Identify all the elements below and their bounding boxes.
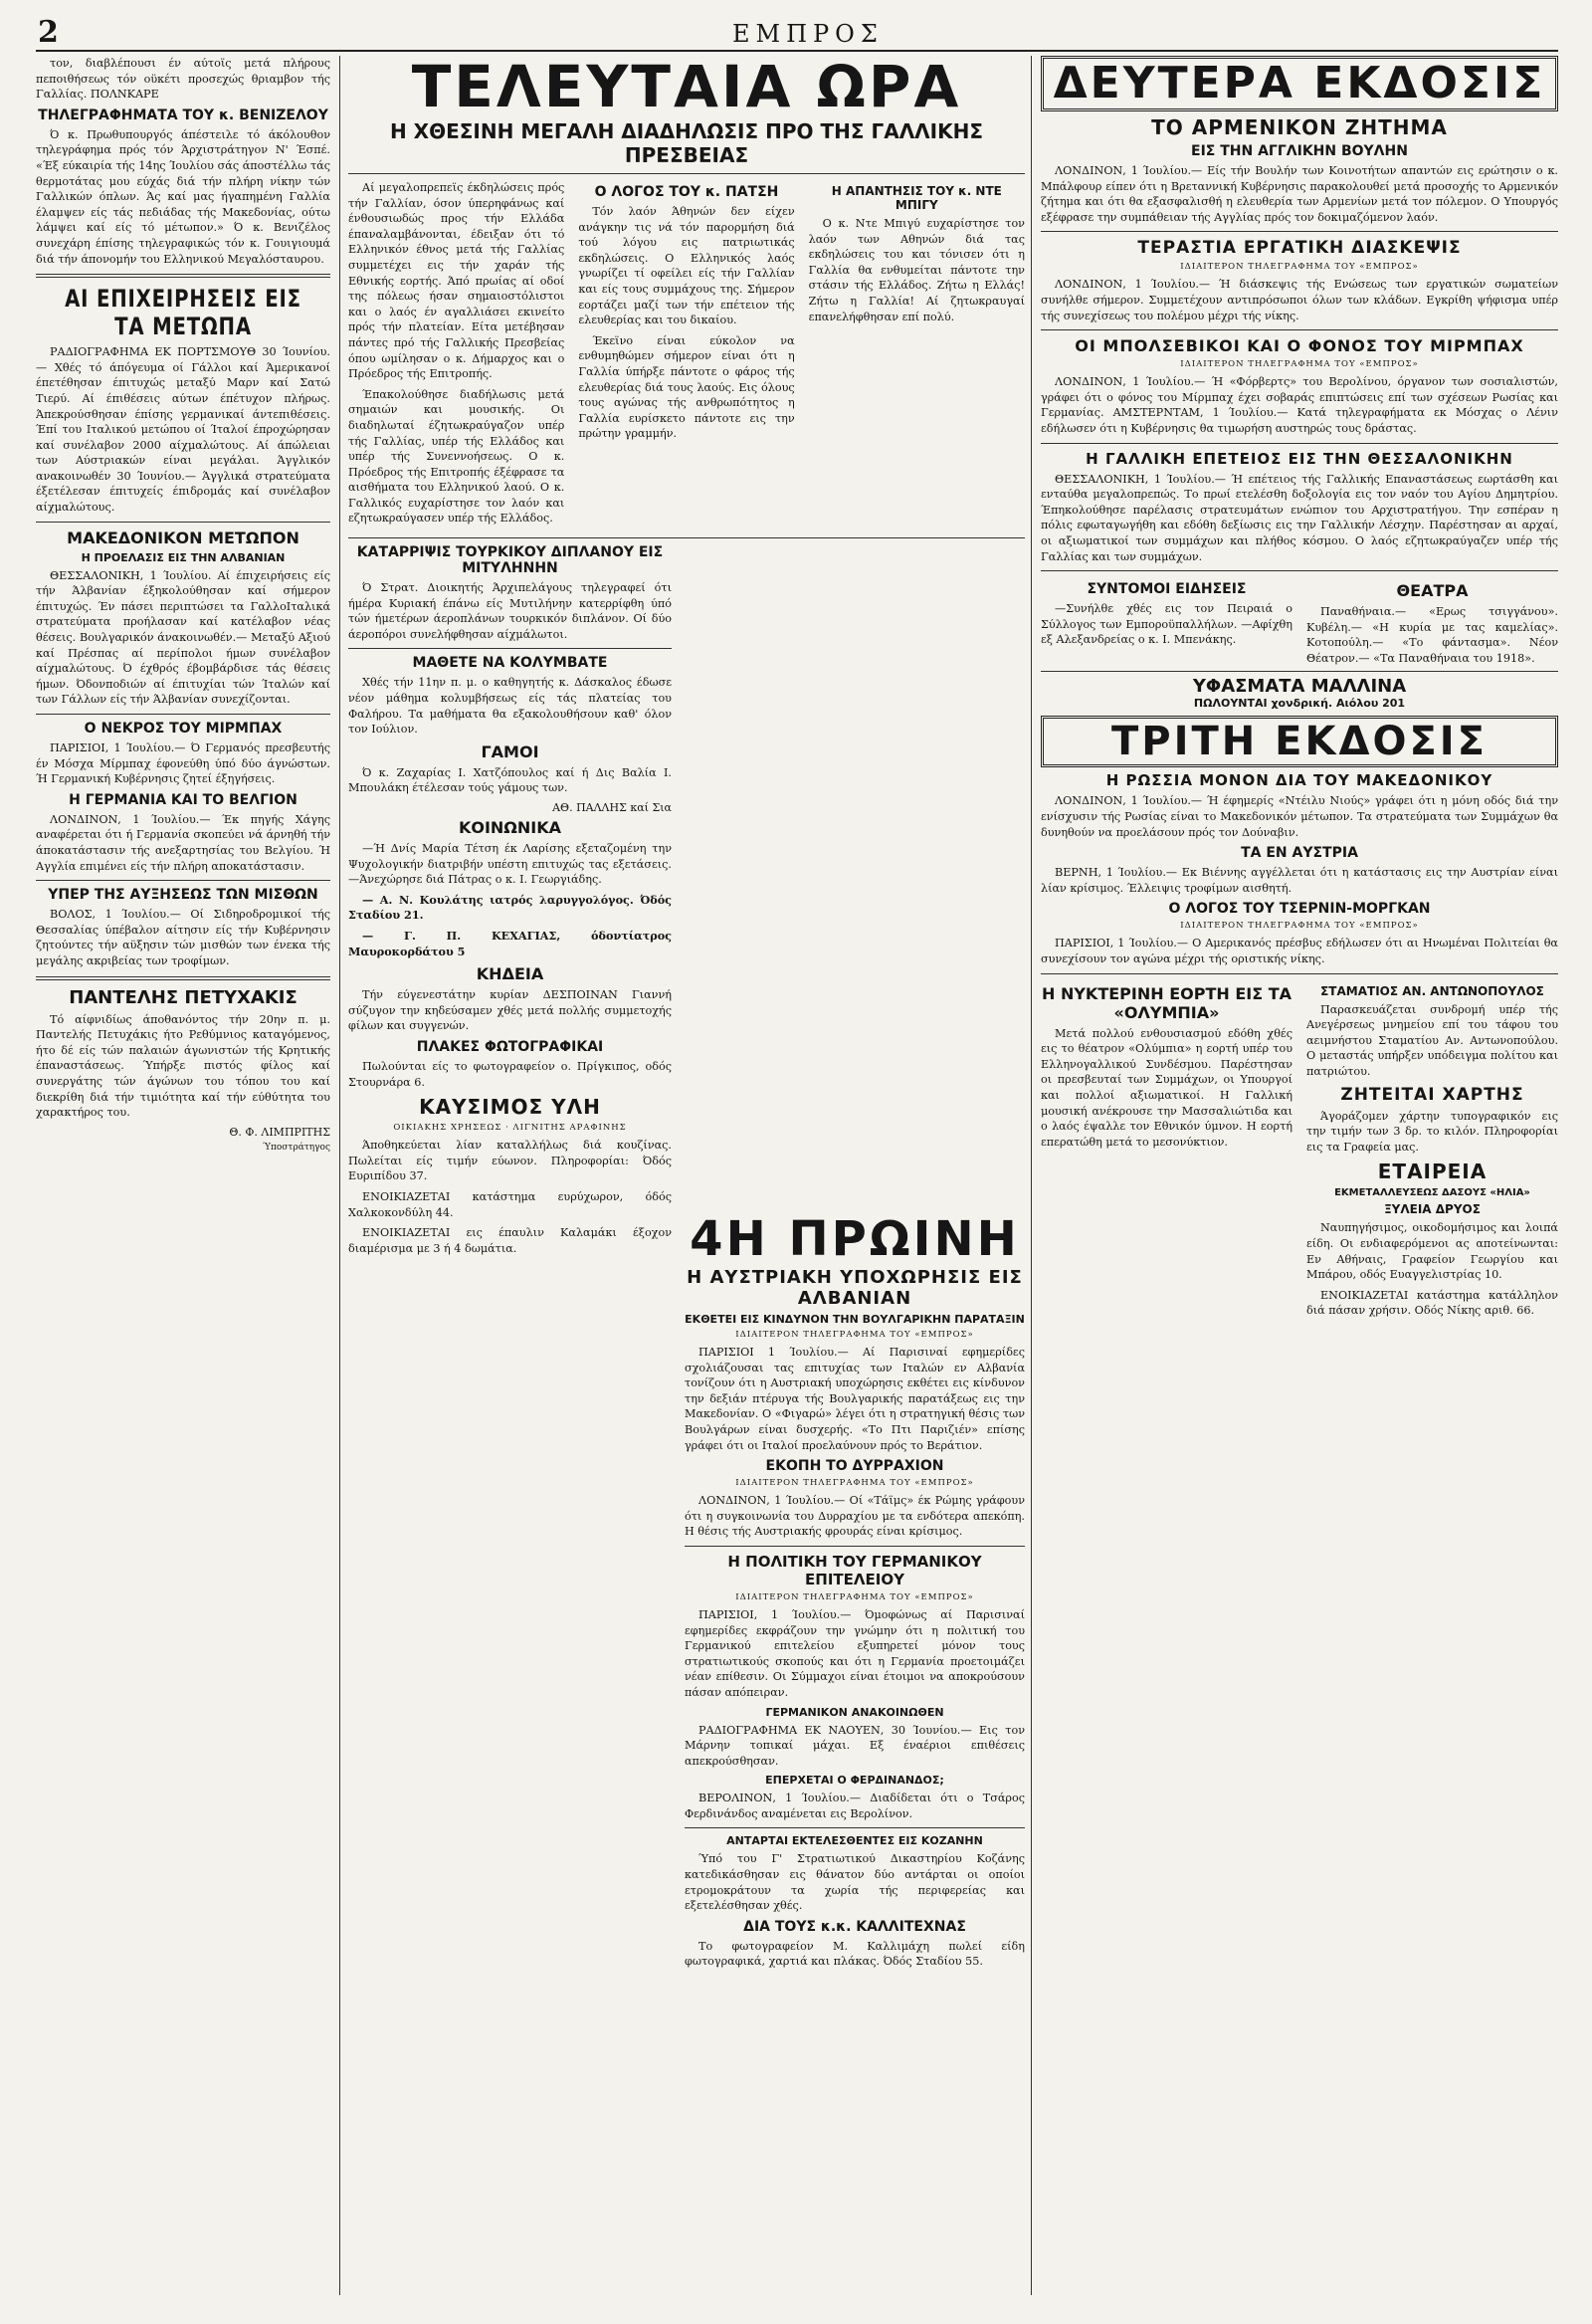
russia-heading: Η ΡΩΣΣΙΑ ΜΟΝΟΝ ΔΙΑ ΤΟΥ ΜΑΚΕΔΟΝΙΚΟΥ bbox=[1105, 771, 1493, 790]
gamoi-heading: ΓΑΜΟΙ bbox=[481, 741, 539, 761]
bimpa-heading: Ο ΝΕΚΡΟΣ ΤΟΥ ΜΙΡΜΠΑΧ bbox=[84, 721, 283, 737]
teleftaia-banner: ΤΕΛΕΥΤΑΙΑ ΩΡΑ bbox=[411, 56, 962, 120]
durazzo-tag: ΙΔΙΑΙΤΕΡΟΝ ΤΗΛΕΓΡΑΦΗΜΑ ΤΟΥ «ΕΜΠΡΟΣ» bbox=[735, 1478, 974, 1489]
bolshevik-tag: ΙΔΙΑΙΤΕΡΟΝ ΤΗΛΕΓΡΑΦΗΜΑ ΤΟΥ «ΕΜΠΡΟΣ» bbox=[1180, 359, 1419, 370]
austria-text: ΒΕΡΝΗ, 1 Ίουλίου.— Εκ Βιέννης αγγέλλεται ότι η κατάστασις εις την Αυστρίαν είναι λίαν κρίσιμος. Έλλειψις τροφίμων αισθητή. bbox=[1041, 866, 1558, 895]
etairia-subheading-2: ΞΥΛΕΙΑ ΔΡΥΟΣ bbox=[1384, 1202, 1481, 1217]
kallitexnes-heading: ΔΙΑ ΤΟΥΣ κ.κ. ΚΑΛΛΙΤΕΧΝΑΣ bbox=[743, 1918, 966, 1935]
yfasmata-ad: ΥΦΑΣΜΑΤΑ ΜΑΛΛΙΝΑ bbox=[1041, 671, 1558, 697]
oath-text: ΠΑΡΙΣΙΟΙ, 1 Ίουλίου.— Ο Αμερικανός πρέσβυς εδήλωσεν ότι αι Ηνωμέναι Πολιτείαι θα συνεχίσουν τον αγώνα μέχρι τής οριστικής νίκης. bbox=[1041, 937, 1558, 966]
gamoi-signature: ΑΘ. ΠΑΛΛΗΣ καί Σια bbox=[552, 801, 672, 814]
divider bbox=[36, 522, 330, 523]
bolshevik-heading: ΟΙ ΜΠΟΛΣΕΒΙΚΟΙ ΚΑΙ Ο ΦΟΝΟΣ ΤΟΥ ΜΙΡΜΠΑΧ bbox=[1075, 336, 1524, 356]
telegrams-heading: ΤΗΛΕΓΡΑΦΗΜΑΤΑ ΤΟΥ κ. ΒΕΝΙΖΕΛΟΥ bbox=[38, 106, 328, 123]
divider bbox=[348, 648, 672, 649]
thessaloniki-text: ΘΕΣΣΑΛΟΝΙΚΗ, 1 Ίουλίου.— Ή επέτειος τής Γαλλικής Επαναστάσεως εωρτάσθη και ενταύθα μεγαλοπρεπώς. Το πρωί ετελέσθη δοξολογία εις τον ναόν του Αγίου Δημητρίου. Έπηκολούθησε παρέλασις στρατευμάτων ενώπιον του Αρχιστρατήγου. Την εσπέραν η πόλις εφωταγωγήθη και εδόθη δεξίωσις εις την Γαλλικήν Λέσχην. Παρέστησαν αι αρχαί, οι αξιωματικοί των συμμάχων και πλήθος κόσμου. Ο λαός εζητωκραύγαζεν υπέρ τής Γαλλίας και των συμμάχων. bbox=[1041, 472, 1558, 563]
deutera-banner: ΔΕΥΤΕΡΑ ΕΚΔΟΣΙΣ bbox=[1041, 56, 1558, 111]
plakes-text: Πωλούνται είς το φωτογραφείον ο. Πρίγκιπος, οδός Στουρνάρα 6. bbox=[348, 1059, 672, 1089]
right-bottom-left bbox=[1041, 980, 1293, 1324]
kideia-text: Τήν εύγενεστάτην κυρίαν ΔΕΣΠΟΙΝΑΝ Γιαννή σύζυγον την κηδεύσαμεν χθές μετά πολλής συμμετοχής φίλων και συγγενών. bbox=[348, 988, 672, 1033]
armenian-text: ΛΟΝΔΙΝΟΝ, 1 Ίουλίου.— Είς τήν Βουλήν των Κοινοτήτων απαντών εις ερώτησιν ο κ. Μπάλφουρ είπεν ότι η Βρεταννική Κυβέρνησις παρακολουθεί μετά προσοχής το Αρμενικόν ζήτημα και ότι θα εξασφαλισθή η ελευθερία των Αρμενίων μετά τον πόλεμον. Ο Υπουργός εξέφρασε την συμπάθειαν τής Αγγλίας πρός τον δοκιμαζόμενον λαόν. bbox=[1041, 164, 1558, 224]
telegrams-text: Ό κ. Πρωθυπουργός άπέστειλε τό άκόλουθον τηλεγράφημα πρός τόν Άρχιστράτηγον Ν' Έσπέ. «Έξ εύκαιρία τής 14ης Ίουλίου σάς άποστέλλω τάς θερμοτάτας μου εύχάς διά τήν πλήρη νίκην τών Γαλλικών όπλων. Άς καί μας ήγαπημένη Γαλλία έλαμψεν είς τάς πεδιάδας τής Μακεδονίας, ούτω λάμψει καί είς τό μέτωπον.» Ό κ. Βενιζέλος συνεχάρη έπίσης τηλεγραφικώς τόν κ. Γουιγιουμά διά τήν άπονομήν του Ελληνικού Μεγαλόσταυρου. bbox=[36, 127, 330, 266]
oath-tag: ΙΔΙΑΙΤΕΡΟΝ ΤΗΛΕΓΡΑΦΗΜΑ ΤΟΥ «ΕΜΠΡΟΣ» bbox=[1180, 921, 1419, 932]
speech-heading: Ο ΛΟΓΟΣ ΤΟΥ κ. ΠΑΤΣΗ bbox=[594, 184, 779, 200]
rental-ad-2: ΕΝΟΙΚΙΑΖΕΤΑΙ εις έπαυλιν Καλαμάκι έξοχον διαμέρισμα με 3 ή 4 δωμάτια. bbox=[348, 1226, 672, 1255]
german-heading: Η ΠΟΛΙΤΙΚΗ ΤΟΥ ΓΕΡΜΑΝΙΚΟΥ ΕΠΙΤΕΛΕΙΟΥ bbox=[727, 1552, 982, 1588]
response-heading: Η ΑΠΑΝΤΗΣΙΣ ΤΟΥ κ. ΝΤΕ ΜΠΙΓΥ bbox=[831, 184, 1002, 212]
olympia-text: Μετά πολλού ενθουσιασμού εδόθη χθές εις το θέατρον «Ολύμπια» η εορτή υπέρ του Ελληνογαλλικού Συνδέσμου. Παρέστησαν οι πρεσβευταί των Συμμάχων, οι Υπουργοί και πολλοί αξιωματικοί. Η Γαλλική μουσική ανέκρουσε την Μασσαλιώτιδα και ο λαός έψαλλε τον Εθνικόν ύμνον. Η εορτή επερατώθη μετά το μεσονύκτιον. bbox=[1041, 1026, 1293, 1149]
divider bbox=[1041, 973, 1558, 974]
right-middle-columns bbox=[1041, 577, 1558, 671]
swim-text: Χθές τήν 11ην π. μ. ο καθηγητής κ. Δάσκαλος έδωσε νέον μάθημα κολυμβήσεως είς τάς πλατείας του Φαλήρου. Τα μαθήματα θα εξακολουθήσουν καθ' όλον τον Ιούλιον. bbox=[348, 676, 672, 737]
proini-banner: 4Η ΠΡΩΙΝΗ bbox=[690, 1211, 1020, 1267]
german-text: ΠΑΡΙΣΙΟΙ, 1 Ίουλίου.— Όμοφώνως αί Παρισιναί εφημερίδες εκφράζουν την γνώμην ότι η πολιτική του Γερμανικού επιτελείου εξυπηρετεί μόνον τους στρατιωτικούς σκοπούς και ότι η Γερμανία προετοιμάζει νέαν επίθεσιν. Οι Σύμμαχοι είναι έτοιμοι να αποκρούσουν πάσαν απόπειραν. bbox=[685, 1607, 1025, 1699]
right-middle-right bbox=[1306, 577, 1558, 671]
wages-heading: ΥΠΕΡ ΤΗΣ ΑΥΞΗΣΕΩΣ ΤΩΝ ΜΙΣΘΩΝ bbox=[48, 887, 318, 904]
bimpa-text: ΠΑΡΙΣΙΟΙ, 1 Ίουλίου.— Ό Γερμανός πρεσβευτής έν Μόσχα Μίρμπαχ έφονεύθη ύπό δύο άγνώστων. Ή Γερμανική Κυβέρνησις ζητεί έξηγήσεις. bbox=[36, 741, 330, 786]
column-center bbox=[348, 56, 1025, 2295]
etairia-text: Ναυπηγήσιμος, οικοδομήσιμος και λοιπά είδη. Οι ενδιαφερόμενοι ας αποτείνωνται: Εν Αθήναις, Γραφείον Γεωργίου και Μπάρου, οδός Ευαγγελιστρίας 10. bbox=[1306, 1221, 1558, 1282]
ferdinand-heading: ΕΠΕΡΧΕΤΑΙ Ο ΦΕΡΔΙΝΑΝΔΟΣ; bbox=[765, 1774, 944, 1788]
divider bbox=[1041, 570, 1558, 571]
xartis-text: Άγοράζομεν χάρτην τυπογραφικόν εις την τιμήν των 3 δρ. το κιλόν. Πληροφορίαι εις τα Γραφεία μας. bbox=[1306, 1109, 1558, 1154]
german-tag: ΙΔΙΑΙΤΕΡΟΝ ΤΗΛΕΓΡΑΦΗΜΑ ΤΟΥ «ΕΜΠΡΟΣ» bbox=[735, 1591, 974, 1602]
divider bbox=[36, 976, 330, 980]
durazzo-text: ΛΟΝΔΙΝΟΝ, 1 Ίουλίου.— Οί «Τάϊμς» έκ Ρώμης γράφουν ότι η συγκοινωνία του Δυρραχίου με τα ενδότερα απεκόπη. Η θέσις τής Αυστριακής φρουράς είναι κρίσιμος. bbox=[685, 1494, 1025, 1539]
teleftaia-col-c bbox=[809, 180, 1025, 531]
koinonika-text: —Ή Δνίς Μαρία Τέτση έκ Λαρίσης εξεταζομένη την Ψυχολογικήν διατριβήν υπέστη επιτυχώς τας εξετάσεις. —Άνεχώρησε διά Πάτρας ο κ. Ι. Γεωργιάδης. bbox=[348, 842, 672, 887]
antonopoulos-heading: ΣΤΑΜΑΤΙΟΣ ΑΝ. ΑΝΤΩΝΟΠΟΥΛΟΣ bbox=[1320, 983, 1544, 998]
macedonian-text: ΘΕΣΣΑΛΟΝΙΚΗ, 1 Ίουλίου. Αί έπιχειρήσεις είς τήν Άλβανίαν έξηκολούθησαν καί σήμερον έπιτυχώς. Έν πάσει περιπτώσει τα ΓαλλοΙταλικά στρατεύματα προήλασαν καί κατέλαβον νέας θέσεις. Βουλγαρικόν άνακοινωθέν.— Μεταξύ Αξιού καί Πρέσπας αί περίπολοι ήμων συνέλαβον αίχμαλώτους. Ό έχθρός έβομβάρδισε τάς θέσεις ήμων. Όδονποδιών αί έπιτυχίαι τών Ίταλών καί των Γάλλων είς τήν Άλβανίαν συνεχίζονται. bbox=[36, 568, 330, 707]
xartis-heading: ΖΗΤΕΙΤΑΙ ΧΑΡΤΗΣ bbox=[1340, 1084, 1524, 1105]
kaysimos-heading: ΚΑΥΣΙΜΟΣ ΥΛΗ bbox=[419, 1095, 601, 1120]
divider bbox=[1041, 443, 1558, 444]
teleftaia-col-a bbox=[348, 180, 564, 531]
kataripsis-text: Ό Στρατ. Διοικητής Άρχιπελάγους τηλεγραφεί ότι ήμέρα Κυριακή έπάνω είς Μυτιλήνην κατερρίφθη ύπό τών ήμετέρων άεροπλάνων τουρκικόν διπλάνον. Οί δύο άεροπόροι συνελήφθησαν αίχμάλωτοι. bbox=[348, 581, 672, 641]
story-text-e: Ο κ. Ντε Μπιγύ ευχαρίστησε τον λαόν των Αθηνών διά τας εκδηλώσεις του και τόνισεν ότι η Γαλλία θα ενθυμείται πάντοτε την στάσιν τής Ελλάδος. Ζήτω η Ελλάς! Ζήτω η Γαλλία! Αί ζητωκραυγαί επανελήφθησαν επί πολύ. bbox=[808, 217, 1025, 323]
syntomoi-text: —Συνήλθε χθές εις τον Πειραιά ο Σύλλογος των Εμποροϋπαλλήλων. —Αφίχθη εξ Αλεξανδρείας ο κ. Ι. Μπενάκης. bbox=[1041, 602, 1293, 647]
yfasmata-ad-sub: ΠΩΛΟΥΝΤΑΙ χονδρική. Αιόλου 201 bbox=[1193, 697, 1406, 711]
kaysimos-subheading: ΟΙΚΙΑΚΗΣ ΧΡΗΣΕΩΣ · ΛΙΓΝΙΤΗΣ ΑΡΑΦΙΝΗΣ bbox=[393, 1123, 627, 1134]
austria-heading: ΤΑ ΕΝ ΑΥΣΤΡΙΑ bbox=[1241, 845, 1358, 862]
right-middle-left bbox=[1041, 577, 1293, 671]
obituary-text: Τό αίφνιδίως άποθανόντος τήν 20ην π. μ. Παντελής Πετυχάκις ήτο Ρεθύμνιος καταγόμενος, ήτο δέ είς τών παλαιών άγωνιστών τής Κρητικής έπαναστάσεως. Ύπήρξε πιστός φίλος καί συνεργάτης τών άγώνων του τόπου του καί διεκρίθη διά τήν τιμιότητα καί τήν εύθύτητα του χαρακτήρος του. bbox=[36, 1012, 330, 1120]
koinonika-heading: ΚΟΙΝΩΝΙΚΑ bbox=[458, 818, 562, 837]
syntomoi-heading: ΣΥΝΤΟΜΟΙ ΕΙΔΗΣΕΙΣ bbox=[1087, 581, 1247, 598]
belgium-text: ΛΟΝΔΙΝΟΝ, 1 Ίουλίου.— Έκ πηγής Χάγης αναφέρεται ότι ή Γερμανία σκοπεύει νά άρνηθή τήν άποκατάστασιν τής ανεξαρτησίας του Βελγίου. Ή Αγγλία επιμένει είς τήν πλήρη αποκατάστασιν. bbox=[36, 812, 330, 873]
divider bbox=[36, 274, 330, 278]
macedonian-heading: ΜΑΚΕΔΟΝΙΚΟΝ ΜΕΤΩΠΟΝ bbox=[67, 528, 299, 547]
macedonian-subheading: Η ΠΡΟΕΛΑΣΙΣ ΕΙΣ ΤΗΝ ΑΛΒΑΝΙΑΝ bbox=[81, 550, 286, 564]
antartai-text: Ύπό του Γ' Στρατιωτικού Δικαστηρίου Κοζάνης κατεδικάσθησαν εις θάνατον δύο αντάρται οι οποίοι ετρομοκράτουν τα χωρία τής περιφερείας και εξετελέσθησαν χθές. bbox=[685, 1852, 1025, 1913]
antartai-heading: ΑΝΤΑΡΤΑΙ ΕΚΤΕΛΕΣΘΕΝΤΕΣ ΕΙΣ ΚΟΖΑΝΗΝ bbox=[726, 1834, 983, 1848]
center-lower-column bbox=[348, 544, 672, 1256]
armenian-heading: ΤΟ ΑΡΜΕΝΙΚΟΝ ΖΗΤΗΜΑ bbox=[1151, 115, 1448, 139]
triti-banner: ΤΡΙΤΗ ΕΚΔΟΣΙΣ bbox=[1041, 716, 1558, 767]
divider bbox=[348, 173, 1025, 174]
fronts-text: ΡΑΔΙΟΓΡΑΦΗΜΑ ΕΚ ΠΟΡΤΣΜΟΥΘ 30 Ίουνίου.— Χθές τό άπόγευμα οί Γάλλοι καί Άμερικανοί έπετέθησαν έπιτυχώς μεταξύ Μαρν καί Σατώ Τιερύ. Αί έπιθέσεις αύτων έπέτυχον πλήρως. Άπεκρούσθησαν έπίσης γερμανικαί άντεπιθέσεις. Έπί του Ιταλικού μετώπου οί Ίταλοί έπροχώρησαν καί συνέλαβον 2000 αίχμαλώτους. Αί άπώλειαι των Αύστριακών είναι μεγάλαι. Άγγλικόν ανακοινωθέν 30 Ίουνίου.— Άγγλικά στρατεύματα έξετέλεσαν έπιτυχείς έπιδρομάς καί συνέλαβον αίχμαλώτους. bbox=[36, 345, 330, 515]
etairia-heading: ΕΤΑΙΡΕΙΑ bbox=[1377, 1160, 1488, 1184]
column-right bbox=[1041, 56, 1558, 2295]
labor-text: ΛΟΝΔΙΝΟΝ, 1 Ίουλίου.— Ή διάσκεψις τής Ενώσεως των εργατικών σωματείων συνήλθε σήμερον. Συμμετέχουν αντιπρόσωποι όλων των κλάδων. Εγκρίθη ψήφισμα υπέρ τής συνεχίσεως του πολέμου μέχρι τής νίκης. bbox=[1041, 278, 1558, 322]
intro-paragraph: τον, διαβλέπουσι έν αύτοϊς μετά πλήρους πεποιθήσεως τόν οϋκέτι προσεχώς θριαμβον τής Γαλλίας. ΠΟΛΝΚΑΡΕ bbox=[36, 57, 330, 102]
divider bbox=[685, 1546, 1025, 1547]
kaysimos-text: Άποθηκεύεται λίαν καταλλήλως διά κουζίνας. Πωλείται είς τιμήν εύωνον. Πληροφορίαι: Όδός Ευριπίδου 37. bbox=[348, 1139, 672, 1183]
column-rule bbox=[339, 56, 340, 2295]
kideia-heading: ΚΗΔΕΙΑ bbox=[476, 964, 544, 984]
bolshevik-text: ΛΟΝΔΙΝΟΝ, 1 Ίουλίου.— Ή «Φόρβερτς» του Βερολίνου, όργανον των σοσιαλιστών, γράφει ότι ο φόνος του Μίρμπαχ έχει σοβαράς επιπτώσεις επί των σχέσεων Ρωσίας και Γερμανίας. ΑΜΣΤΕΡΝΤΑΜ, 1 Ίουλίου.— Κατά τηλεγραφήματα εκ Μόσχας ο Λένιν εδήλωσεν ότι η Κυβέρνησις θα τιμωρήση αυστηρώς τους δράστας. bbox=[1041, 375, 1558, 435]
rental-ad-3: ΕΝΟΙΚΙΑΖΕΤΑΙ κατάστημα κατάλληλον διά πάσαν χρήσιν. Οδός Νίκης αριθ. 66. bbox=[1306, 1288, 1558, 1318]
story-text-a: Αί μεγαλοπρεπεϊς έκδηλώσεις πρός τήν Γαλλίαν, όσον ύπερηφάνως καί ένθουσιωδώς προς τήν Ελλάδα έπαναλαμβάνονται, έδειξαν ότι τό Ελληνικόν έθνος μετά τής Γαλλίας συμμετέχει εις τήν χαράν τής Εθνικής εορτής. Άπό πρωίας αί οδοί της πόλεως ήσαν σημαιοστόλιστοι και ο λαός έν αγαλλιάσει εκινείτο πρός τήν πλατείαν. Είτα μετέβησαν πάντες πρό τής Γαλλικής Πρεσβείας όπου ωμίλησαν ο κ. Δήμαρχος και ο Πρόεδρος τής Επιτροπής. bbox=[348, 181, 565, 381]
oath-heading: Ο ΛΟΓΟΣ ΤΟΥ ΤΣΕΡΝΙΝ-ΜΟΡΓΚΑΝ bbox=[1168, 901, 1431, 918]
labor-heading: ΤΕΡΑΣΤΙΑ ΕΡΓΑΤΙΚΗ ΔΙΑΣΚΕΨΙΣ bbox=[1137, 238, 1462, 259]
theatra-heading: ΘΕΑΤΡΑ bbox=[1396, 581, 1469, 601]
antonopoulos-text: Παρασκευάζεται συνδρομή υπέρ τής Ανεγέρσεως μνημείου επί του τάφου του αειμνήστου Σταματίου Αν. Αντωνοπούλου. Ο μεταστάς υπήρξεν υπόδειγμα πολίτου και πατριώτου. bbox=[1306, 1002, 1558, 1078]
divider bbox=[1041, 231, 1558, 232]
german-communique-text: ΡΑΔΙΟΓΡΑΦΗΜΑ ΕΚ ΝΑΟΥΕΝ, 30 Ίουνίου.— Εις τον Μάρνην τοπικαί μάχαι. Εξ έναέριοι επιθέσεις απεκρούσθησαν. bbox=[685, 1723, 1025, 1768]
story-text-b: Έπακολούθησε διαδήλωσις μετά σημαιών και μουσικής. Οι διαδηλωταί έζητωκραύγαζον υπέρ τής Γαλλίας, υπέρ τής Ελλάδος και υπέρ τής Συνεννοήσεως. Ο κ. Πρόεδρος τής Επιτροπής έξέφρασε τα αισθήματα του Ελληνικού λαού. Ο κ. Γαλλικός ευχαρίστησε τον λαόν και εζητωκραύγασεν υπέρ τής Ελλάδος. bbox=[348, 387, 565, 526]
swim-heading: ΜΑΘΕΤΕ ΝΑ ΚΟΛΥΜΒΑΤΕ bbox=[412, 655, 608, 672]
plakes-heading: ΠΛΑΚΕΣ ΦΩΤΟΓΡΑΦΙΚΑΙ bbox=[416, 1038, 604, 1055]
right-bottom-right bbox=[1306, 980, 1558, 1324]
gamoi-text: Ό κ. Ζαχαρίας Ι. Χατζόπουλος καί ή Δις Βαλία Ι. Μπουλάκη έτέλεσαν τούς γάμους των. bbox=[348, 765, 672, 795]
austrian-tag: ΙΔΙΑΙΤΕΡΟΝ ΤΗΛΕΓΡΑΦΗΜΑ ΤΟΥ «ΕΜΠΡΟΣ» bbox=[735, 1330, 974, 1340]
theatra-text: Παναθήναια.— «Ερως τσιγγάνου». Κυβέλη.— «Η κυρία με τας καμελίας». Κοτοπούλη.— «Το φάντασμα». Νέον Θέατρον.— «Τα Παναθήναια του 1918». bbox=[1306, 605, 1558, 665]
column-rule bbox=[1031, 56, 1032, 2295]
page-number: 2 bbox=[38, 15, 59, 50]
main-headline: Η ΧΘΕΣΙΝΗ ΜΕΓΑΛΗ ΔΙΑΔΗΛΩΣΙΣ ΠΡΟ ΤΗΣ ΓΑΛΛΙΚΗΣ ΠΡΕΣΒΕΙΑΣ bbox=[389, 119, 983, 167]
russia-text: ΛΟΝΔΙΝΟΝ, 1 Ίουλίου.— Ή έφημερίς «Ντέιλυ Νιούς» γράφει ότι η μόνη οδός διά την ενίσχυσιν τής Ρωσίας είναι το Μακεδονικόν μέτωπον. Τα στρατεύματα των Συμμάχων θα δυνηθούν να προελάσουν πρός τον Δούναβιν. bbox=[1041, 794, 1558, 839]
etairia-subheading: ΕΚΜΕΤΑΛΛΕΥΣΕΩΣ ΔΑΣΟΥΣ «ΗΛΙΑ» bbox=[1334, 1187, 1530, 1199]
kallitexnes-text: Το φωτογραφείον Μ. Καλλιμάχη πωλεί είδη φωτογραφικά, χαρτιά και πλάκας. Όδός Σταδίου 55. bbox=[685, 1939, 1025, 1969]
right-bottom-columns bbox=[1041, 980, 1558, 1324]
divider bbox=[348, 537, 1025, 538]
teleftaia-col-b bbox=[578, 180, 794, 531]
labor-tag: ΙΔΙΑΙΤΕΡΟΝ ΤΗΛΕΓΡΑΦΗΜΑ ΤΟΥ «ΕΜΠΡΟΣ» bbox=[1180, 262, 1419, 273]
divider bbox=[1041, 329, 1558, 330]
austrian-text: ΠΑΡΙΣΙΟΙ 1 Ίουλίου.— Αί Παρισιναί εφημερίδες σχολιάζουσαι τας επιτυχίας των Ιταλών εν Αλβανία τονίζουν ότι η Αυστριακή υποχώρησις εκθέτει εις κίνδυνον την δεξιάν πτέρυγα τής Βουλγαρικής παρατάξεως εις την Μακεδονίαν. Ο «Φιγαρώ» λέγει ότι η στρατηγική θέσις των Βουλγάρων είναι δυσχερής. «Το Πτι Παριζιέν» επίσης γράφει ότι οι Ιταλοί προελαύνουν πρός το Βεράτιον. bbox=[685, 1346, 1025, 1452]
ferdinand-text: ΒΕΡΟΛΙΝΟΝ, 1 Ίουλίου.— Διαδίδεται ότι ο Τσάρος Φερδινάνδος αναμένεται εις Βερολίνον. bbox=[685, 1792, 1025, 1820]
obituary-heading: ΠΑΝΤΕΛΗΣ ΠΕΤΥΧΑΚΙΣ bbox=[69, 986, 298, 1008]
doctor-ad-2: — Γ. Π. ΚΕΧΑΓΙΑΣ, όδοντίατρος Μαυροκορδάτου 5 bbox=[348, 928, 672, 958]
signature-name: Θ. Φ. ΛΙΜΠΡΙΤΗΣ bbox=[229, 1125, 330, 1139]
newspaper-page bbox=[36, 16, 1558, 2305]
paper-name: ΕΜΠΡΟΣ bbox=[732, 20, 884, 48]
signature-role: Ύποστράτηγος bbox=[262, 1142, 330, 1153]
wages-text: ΒΟΛΟΣ, 1 Ίουλίου.— Οί Σιδηροδρομικοί τής Θεσσαλίας ύπέβαλον αίτησιν είς τήν Κυβέρνησιν ζητούντες τήν αϋξησιν τών μισθών των ένεκα τής μεγάλης ακριβείας των τροφίμων. bbox=[36, 908, 330, 967]
masthead bbox=[36, 16, 1558, 52]
divider bbox=[685, 1827, 1025, 1828]
divider bbox=[36, 880, 330, 881]
story-text-d: Έκεϊνο είναι εύκολον να ενθυμηθώμεν σήμερον είναι ότι η Γαλλία ύπήρξε πάντοτε ο φάρος τής ελευθερίας διά τους λαούς. Εις όλους τους αγώνας τής ανθρωπότητος η Γαλλία ευρίσκετο πάντοτε εις την πρώτην γραμμήν. bbox=[578, 333, 795, 441]
kataripsis-heading: ΚΑΤΑΡΡΙΨΙΣ ΤΟΥΡΚΙΚΟΥ ΔΙΠΛΑΝΟΥ ΕΙΣ ΜΙΤΥΛΗΝΗΝ bbox=[356, 544, 664, 577]
durazzo-heading: ΕΚΟΠΗ ΤΟ ΔΥΡΡΑΧΙΟΝ bbox=[765, 1458, 944, 1475]
teleftaia-columns bbox=[348, 180, 1025, 531]
olympia-heading: Η ΝΥΚΤΕΡΙΝΗ ΕΟΡΤΗ ΕΙΣ ΤΑ «ΟΛΥΜΠΙΑ» bbox=[1041, 983, 1293, 1022]
thessaloniki-heading: Η ΓΑΛΛΙΚΗ ΕΠΕΤΕΙΟΣ ΕΙΣ ΤΗΝ ΘΕΣΣΑΛΟΝΙΚΗΝ bbox=[1086, 449, 1513, 468]
german-communique-heading: ΓΕΡΜΑΝΙΚΟΝ ΑΝΑΚΟΙΝΩΘΕΝ bbox=[765, 1705, 944, 1719]
belgium-heading: Η ΓΕΡΜΑΝΙΑ ΚΑΙ ΤΟ ΒΕΛΓΙΟΝ bbox=[69, 791, 298, 808]
austrian-heading: Η ΑΥΣΤΡΙΑΚΗ ΥΠΟΧΩΡΗΣΙΣ ΕΙΣ ΑΛΒΑΝΙΑΝ bbox=[687, 1267, 1023, 1309]
proini-block bbox=[685, 1211, 1025, 1975]
rental-ad-1: ΕΝΟΙΚΙΑΖΕΤΑΙ κατάστημα ευρύχωρον, όδός Χαλκοκονδύλη 44. bbox=[348, 1189, 672, 1219]
armenian-subheading: ΕΙΣ ΤΗΝ ΑΓΓΛΙΚΗΝ ΒΟΥΛΗΝ bbox=[1191, 143, 1408, 159]
fronts-heading: ΑΙ ΕΠΙΧΕΙΡΗΣΕΙΣ ΕΙΣ ΤΑ ΜΕΤΩΠΑ bbox=[65, 285, 301, 341]
austrian-subheading: ΕΚΘΕΤΕΙ ΕΙΣ ΚΙΝΔΥΝΟΝ ΤΗΝ ΒΟΥΛΓΑΡΙΚΗΝ ΠΑΡΑΤΑΞΙΝ bbox=[685, 1313, 1025, 1326]
divider bbox=[36, 714, 330, 715]
column-left bbox=[36, 56, 330, 2295]
story-text-c: Τόν λαόν Άθηνών δεν είχεν ανάγκην τις νά τόν παρορμήση διά τού λόγου εις πατριωτικάς εκδηλώσεις. Ο Ελληνικός λαός γνωρίζει τί οφείλει είς τήν Γαλλίαν και είς τους συμμάχους της. Σήμερον εορτάζει μαζί των τήν επέτειον τής ελευθερίας και του δικαίου. bbox=[578, 205, 795, 327]
doctor-ad-1: — Α. Ν. Κουλάτης ιατρός λαρυγγολόγος. Όδός Σταδίου 21. bbox=[348, 892, 672, 923]
